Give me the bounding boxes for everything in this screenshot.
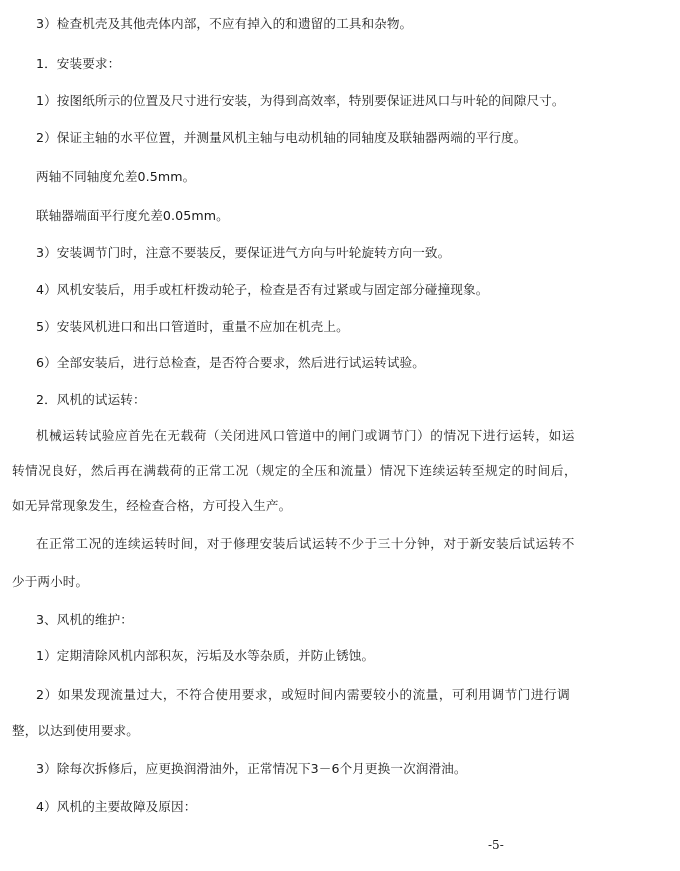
paragraph-line-18: 1）定期清除风机内部积灰，污垢及水等杂质，并防止锈蚀。 <box>36 648 375 663</box>
paragraph-line-3: 1）按图纸所示的位置及尺寸进行安装，为得到高效率，特别要保证进风口与叶轮的间隙尺寸。 <box>36 93 565 108</box>
paragraph-line-8: 4）风机安装后，用手或杠杆拨动轮子，检查是否有过紧或与固定部分碰撞现象。 <box>36 282 489 297</box>
paragraph-line-13: 转情况良好，然后再在满载荷的正常工况（规定的全压和流量）情况下连续运转至规定的时间后， <box>12 463 578 478</box>
section-heading-test-run: 2．风机的试运转： <box>36 392 146 407</box>
page-number: -5- <box>488 838 504 852</box>
paragraph-line-6: 联轴器端面平行度允差0.05mm。 <box>36 208 229 223</box>
paragraph-line-15: 在正常工况的连续运转时间，对于修理安装后试运转不少于三十分钟，对于新安装后试运转不 <box>36 536 575 551</box>
paragraph-line-1: 3）检查机壳及其他壳体内部，不应有掉入的和遗留的工具和杂物。 <box>36 16 413 31</box>
paragraph-line-5: 两轴不同轴度允差0.5mm。 <box>36 169 196 184</box>
paragraph-line-14: 如无异常现象发生，经检查合格，方可投入生产。 <box>12 498 292 513</box>
paragraph-line-7: 3）安装调节门时，注意不要装反，要保证进气方向与叶轮旋转方向一致。 <box>36 245 451 260</box>
section-heading-installation: 1．安装要求： <box>36 56 121 71</box>
paragraph-line-20: 整，以达到使用要求。 <box>12 723 139 738</box>
paragraph-line-12: 机械运转试验应首先在无载荷（关闭进风口管道中的闸门或调节门）的情况下进行运转，如运 <box>36 428 575 443</box>
paragraph-line-22: 4）风机的主要故障及原因： <box>36 799 197 814</box>
paragraph-line-19: 2）如果发现流量过大，不符合使用要求，或短时间内需要较小的流量，可利用调节门进行调 <box>36 687 571 702</box>
section-heading-maintenance: 3、风机的维护： <box>36 612 133 627</box>
paragraph-line-10: 6）全部安装后，进行总检查，是否符合要求，然后进行试运转试验。 <box>36 355 425 370</box>
paragraph-line-9: 5）安装风机进口和出口管道时，重量不应加在机壳上。 <box>36 319 349 334</box>
paragraph-line-4: 2）保证主轴的水平位置，并测量风机主轴与电动机轴的同轴度及联轴器两端的平行度。 <box>36 130 527 145</box>
paragraph-line-16: 少于两小时。 <box>12 574 89 589</box>
paragraph-line-21: 3）除每次拆修后，应更换润滑油外，正常情况下3－6个月更换一次润滑油。 <box>36 761 467 776</box>
